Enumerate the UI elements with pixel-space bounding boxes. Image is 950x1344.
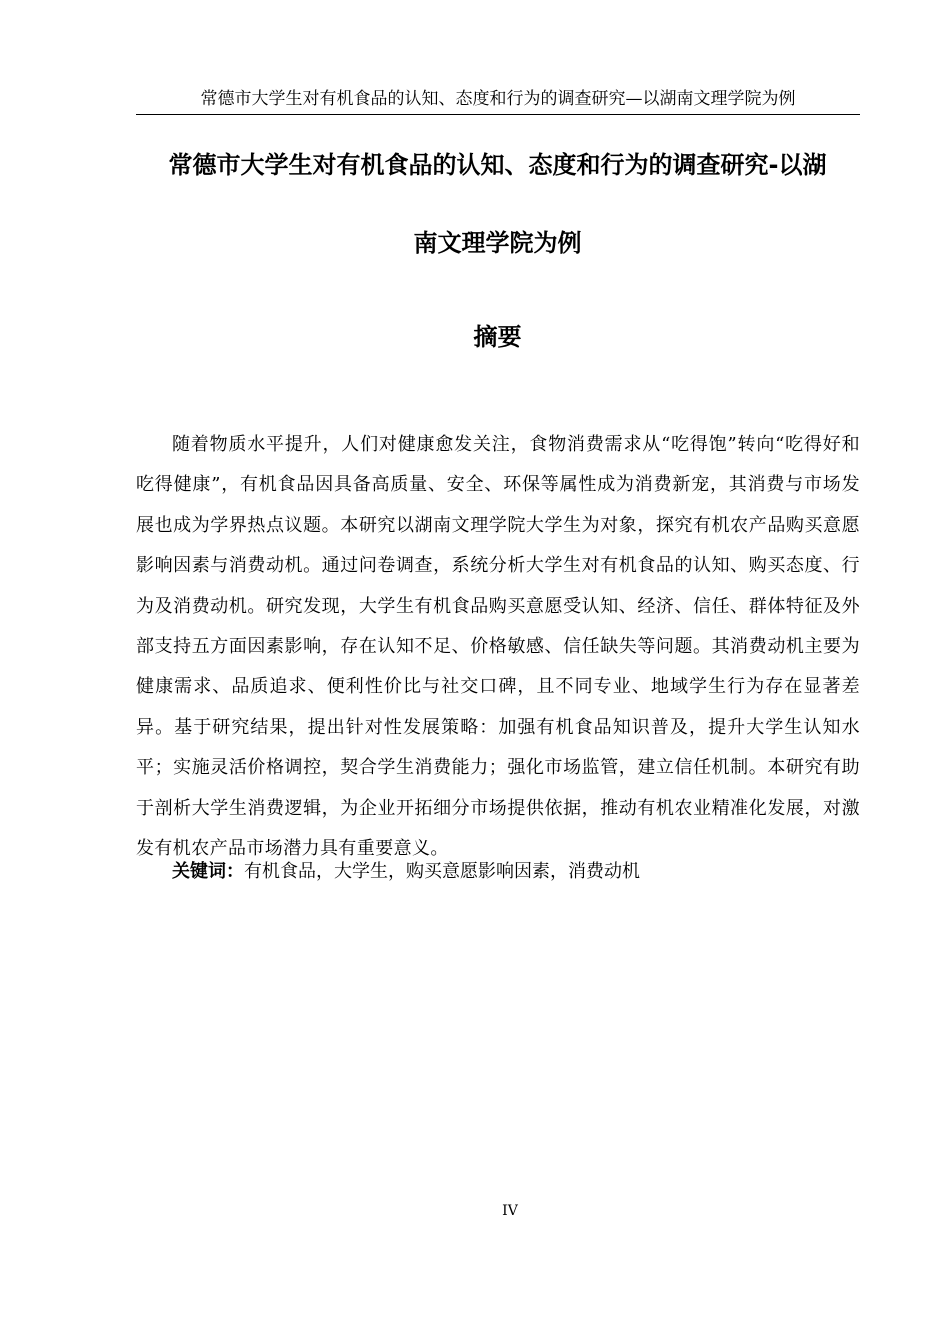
keywords-line — [172, 857, 862, 887]
document-title-line-2: 南文理学院为例 — [413, 229, 582, 257]
keywords-label: 关键词： — [172, 861, 244, 882]
abstract-heading: 摘要 — [473, 323, 522, 351]
running-header — [136, 88, 860, 115]
document-title-line-1: 常德市大学生对有机食品的认知、态度和行为的调查研究-以湖 — [168, 151, 827, 179]
keywords-text: 有机食品，大学生，购买意愿影响因素，消费动机 — [244, 861, 640, 882]
page-number: IV — [502, 1203, 518, 1219]
running-header-title: 常德市大学生对有机食品的认知、态度和行为的调查研究—以湖南文理学院为例 — [200, 89, 796, 109]
abstract-body: 随着物质水平提升，人们对健康愈发关注，食物消费需求从“吃得饱”转向“吃得好和吃得健康”，有机食品因具备高质量、安全、环保等属性成为消费新宠，其消费与市场发展也成为学界热点议题。本研究以湖南文理学院大学生为对象，探究有机农产品购买意愿影响因素与消费动机。通过问卷调查，系统分析大学生对有机食品的认知、购买态度、行为及消费动机。研究发现，大学生有机食品购买意愿受认知、经济、信任、群体特征及外部支持五方面因素影响，存在认知不足、价格敏感、信任缺失等问题。其消费动机主要为健康需求、品质追求、便利性价比与社交口碑，且不同专业、地域学生行为存在显著差异。基于研究结果，提出针对性发展策略：加强有机食品知识普及，提升大学生认知水平；实施灵活价格调控，契合学生消费能力；强化市场监管，建立信任机制。本研究有助于剖析大学生消费逻辑，为企业开拓细分市场提供依据，推动有机农业精准化发展，对激发有机农产品市场潜力具有重要意义。 — [136, 434, 860, 860]
